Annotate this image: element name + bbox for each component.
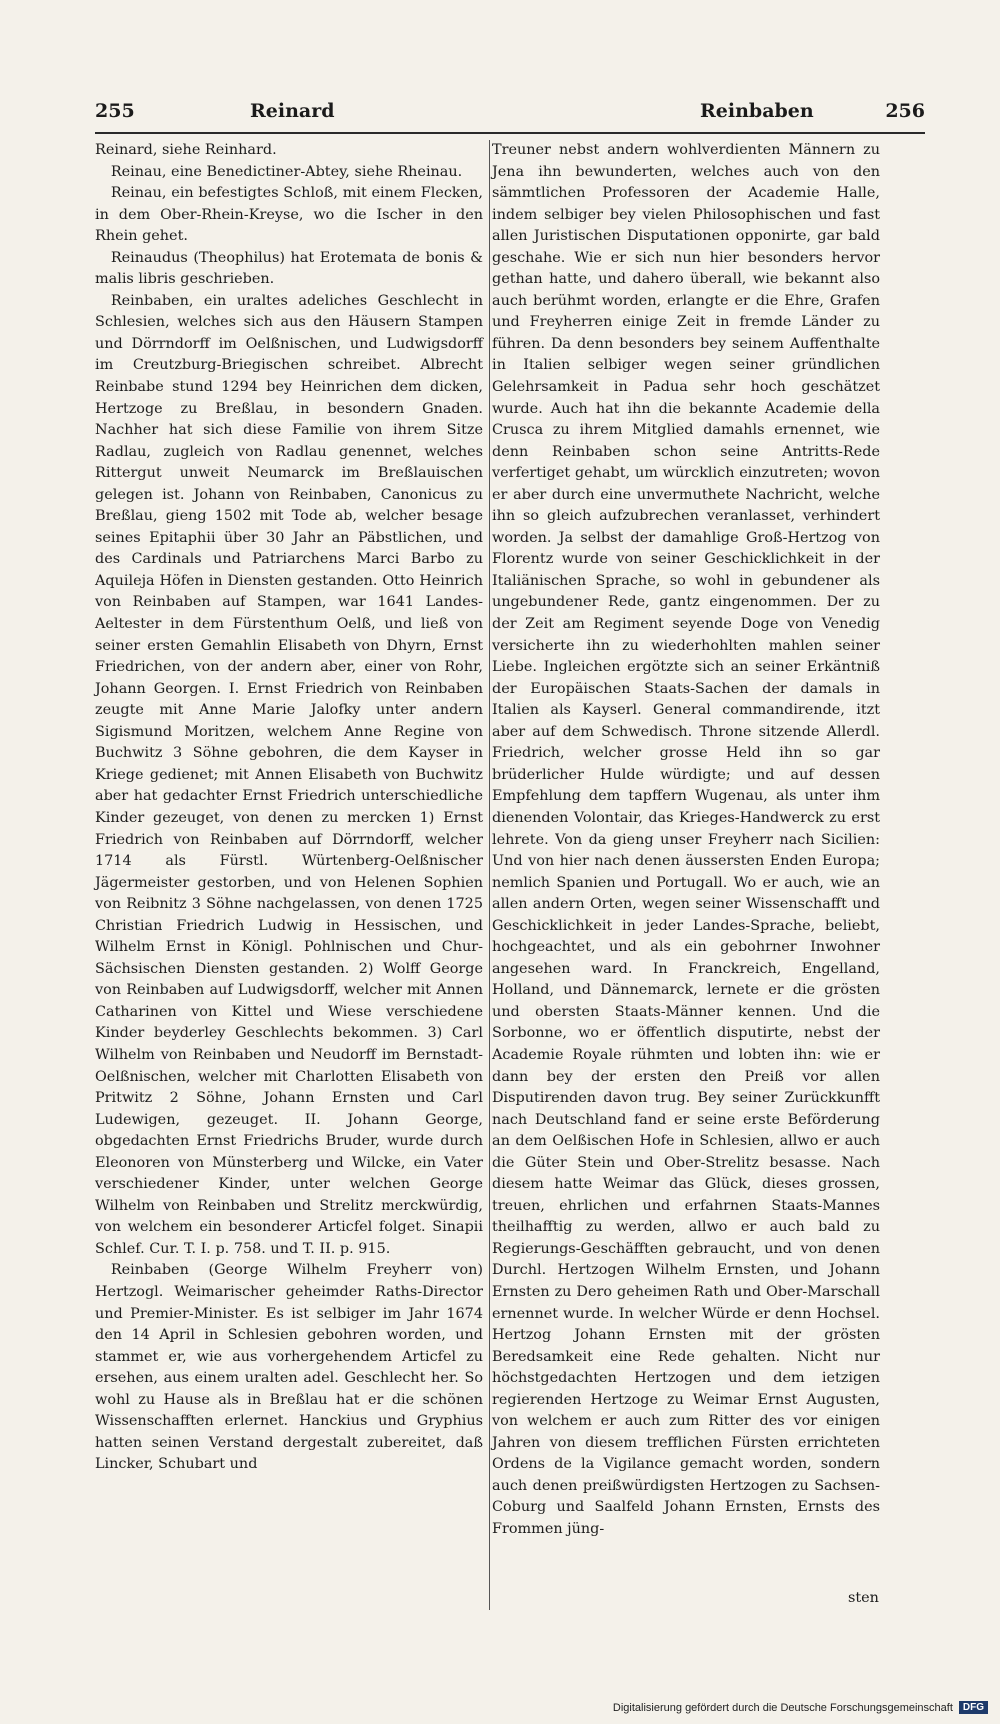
column-divider [489, 140, 490, 1610]
left-column [95, 140, 483, 1476]
entry-reinau-schloss: Reinau, ein befestigtes Schloß, mit einem Flecken, in dem Ober-Rhein-Kreyse, wo die Ischer in den Rhein gehet. [95, 185, 483, 245]
left-page-number: 255 [95, 100, 135, 122]
entry-reinard: Reinard, siehe Reinhard. [95, 142, 277, 158]
right-column [492, 140, 880, 1541]
entry-reinbaben-george-wilhelm: Reinbaben (George Wilhelm Freyherr von) Hertzogl. Weimarischer geheimder Raths-Director und Premier-Minister. Es ist selbiger im Jahr 1674 den 14 April in Schlesien gebohren worden, und stammet er, wie aus vorhergehendem Articfel zu ersehen, aus einem uralten adel. Geschlecht her. So wohl zu Hause als in Breßlau hat er die schönen Wissenschafften erlernet. Hanckius und Gryphius hatten seinen Verstand dergestalt zubereitet, daß Lincker, Schubart und [95, 1262, 483, 1473]
left-running-title: Reinard [250, 100, 335, 122]
right-running-title: Reinbaben [700, 100, 814, 122]
entry-reinbaben-geschlecht: Reinbaben, ein uraltes adeliches Geschlecht in Schlesien, welches sich aus den Häusern Stampen und Dörrndorff im Oelßnischen, und Ludwigsdorff im Creutzburg-Briegischen schreibet. Albrecht Reinbabe stund 1294 bey Heinrichen dem dicken, Hertzoge zu Breßlau, in besondern Gnaden. Nachher hat sich diese Familie von ihrem Sitze Radlau, zugleich von Radlau genennet, welches Rittergut unweit Neumarck im Breßlauischen gelegen ist. Johann von Reinbaben, Canonicus zu Breßlau, gieng 1502 mit Tode ab, welcher besage seines Epitaphii über 30 Jahr an Päbstlichen, und des Cardinals und Patriarchens Marci Barbo zu Aquileja Höfen in Diensten gestanden. Otto Heinrich von Reinbaben auf Stampen, war 1641 Landes-Aeltester in dem Fürstenthum Oelß, und ließ von seiner ersten Gemahlin Elisabeth von Dhyrn, Ernst Friedrichen, von der andern aber, einer von Rohr, Johann Georgen. I. Ernst Friedrich von Reinbaben zeugte mit Anne Marie Jalofky unter andern Sigismund Moritzen, welchem Anne Regine von Buchwitz 3 Söhne gebohren, die dem Kayser in Kriege gedienet; mit Annen Elisabeth von Buchwitz aber hat gedachter Ernst Friedrich unterschiedliche Kinder gezeuget, von denen zu mercken 1) Ernst Friedrich von Reinbaben auf Dörrndorff, welcher 1714 als Fürstl. Würtenberg-Oelßnischer Jägermeister gestorben, und von Helenen Sophien von Reibnitz 3 Söhne nachgelassen, von denen 1725 Christian Friedrich Ludwig in Hessischen, und Wilhelm Ernst in Königl. Pohlnischen und Chur-Sächsischen Diensten gestanden. 2) Wolff George von Reinbaben auf Ludwigsdorff, welcher mit Annen Catharinen von Kittel und Wiese verschiedene Kinder beyderley Geschlechts bekommen. 3) Carl Wilhelm von Reinbaben und Neudorff im Bernstadt-Oelßnischen, welcher mit Charlotten Elisabeth von Pritwitz 2 Söhne, Johann Ernsten und Carl Ludewigen, gezeuget. II. Johann George, obgedachten Ernst Friedrichs Bruder, wurde durch Eleonoren von Münsterberg und Wilcke, ein Vater verschiedener Kinder, unter welchen George Wilhelm von Reinbaben und Strelitz merckwürdig, von welchem ein besonderer Articfel folget. Sinapii Schlef. Cur. T. I. p. 758. und T. II. p. 915. [95, 292, 483, 1257]
entry-reinau-abtey: Reinau, eine Benedictiner-Abtey, siehe Rheinau. [110, 163, 463, 180]
footer-text: Digitalisierung gefördert durch die Deutsche Forschungsgemeinschaft [612, 1701, 953, 1714]
right-page-number: 256 [885, 100, 925, 122]
running-header [95, 100, 925, 130]
dfg-logo-icon: DFG [959, 1701, 988, 1714]
header-rule [95, 132, 925, 134]
catchword: sten [848, 1590, 879, 1606]
entry-continuation: Treuner nebst andern wohlverdienten Männern zu Jena ihn bewunderten, welches auch von den sämmtlichen Professoren der Academie Halle, indem selbiger bey vielen Philosophischen und fast allen Juristischen Disputationen opponirte, gar bald geschahe. Wie er sich nun hier besonders hervor gethan hatte, und dahero überall, wie bekannt also auch berühmt worden, erlangte er die Ehre, Grafen und Freyherren einige Zeit in fremde Länder zu führen. Da denn besonders bey seinem Auffenthalte in Italien selbiger wegen seiner gründlichen Gelehrsamkeit in Padua sehr hoch geschätzet wurde. Auch hat ihn die bekannte Academie della Crusca zu ihrem Mitglied damahls ernennet, wie denn Reinbaben schon seine Antritts-Rede verfertiget gehabt, um würcklich einzutreten; wovon er aber durch eine unvermuthete Nachricht, welche ihn so gleich aufzubrechen veranlasset, verhindert worden. Ja selbst der damahlige Groß-Hertzog von Florentz wurde von seiner Geschicklichkeit in der Italiänischen Sprache, so wohl in gebundener als ungebundener Rede, gantz eingenommen. Der zu der Zeit am Regiment seyende Doge von Venedig versicherte ihn zu wiederhohlten mahlen seiner Liebe. Ingleichen ergötzte sich an seiner Erkäntniß der Europäischen Staats-Sachen der damals in Italien als Kayserl. General commandirende, itzt aber auf dem Schwedisch. Throne sitzende Allerdl. Friedrich, welcher grosse Held ihn so gar brüderlicher Hulde würdigte; und auf dessen Empfehlung dem tapffern Wugenau, als unter ihm dienenden Volontair, das Krieges-Handwerck zu erst lehrete. Von da gieng unser Freyherr nach Sicilien: Und von hier nach denen äussersten Enden Europa; nemlich Spanien und Portugall. Wo er auch, wie an allen andern Orten, wegen seiner Wissenschafft und Geschicklichkeit in jeder Landes-Sprache, beliebt, hochgeachtet, und als ein gebohrner Inwohner angesehen ward. In Franckreich, Engelland, Holland, und Dännemarck, lernete er die grösten und obersten Staats-Männer kennen. Und die Sorbonne, wo er öffentlich disputirte, nebst der Academie Royale rühmten und lobten ihn: wie er dann bey der ersten den Preiß vor allen Disputirenden davon trug. Bey seiner Zurückkunfft nach Deutschland fand er seine erste Beförderung an dem Oelßischen Hofe in Schlesien, allwo er auch die Güter Stein und Ober-Strelitz besasse. Nach diesem hatte Weimar das Glück, dieses grossen, treuen, ehrlichen und erfahrnen Staats-Mannes theilhafftig zu werden, allwo er auch bald zu Regierungs-Geschäfften gebraucht, und von denen Durchl. Hertzogen Wilhelm Ernsten, und Johann Ernsten zu Dero geheimen Rath und Ober-Marschall ernennet wurde. In welcher Würde er denn Hochsel. Hertzog Johann Ernsten mit der grösten Beredsamkeit eine Rede gehalten. Nicht nur höchstgedachten Hertzogen und dem ietzigen regierenden Hertzoge zu Weimar Ernst Augusten, von welchem er auch zum Ritter des vor einigen Jahren von diesem trefflichen Fürsten errichteten Ordens de la Vigilance gemacht worden, sondern auch denen preißwürdigsten Hertzogen zu Sachsen-Coburg und Saalfeld Johann Ernsten, Ernsts des Frommen jüng- [492, 142, 880, 1537]
digitization-footer [613, 1701, 988, 1714]
entry-reinaudus: Reinaudus (Theophilus) hat Erotemata de bonis & malis libris geschrieben. [95, 249, 483, 288]
